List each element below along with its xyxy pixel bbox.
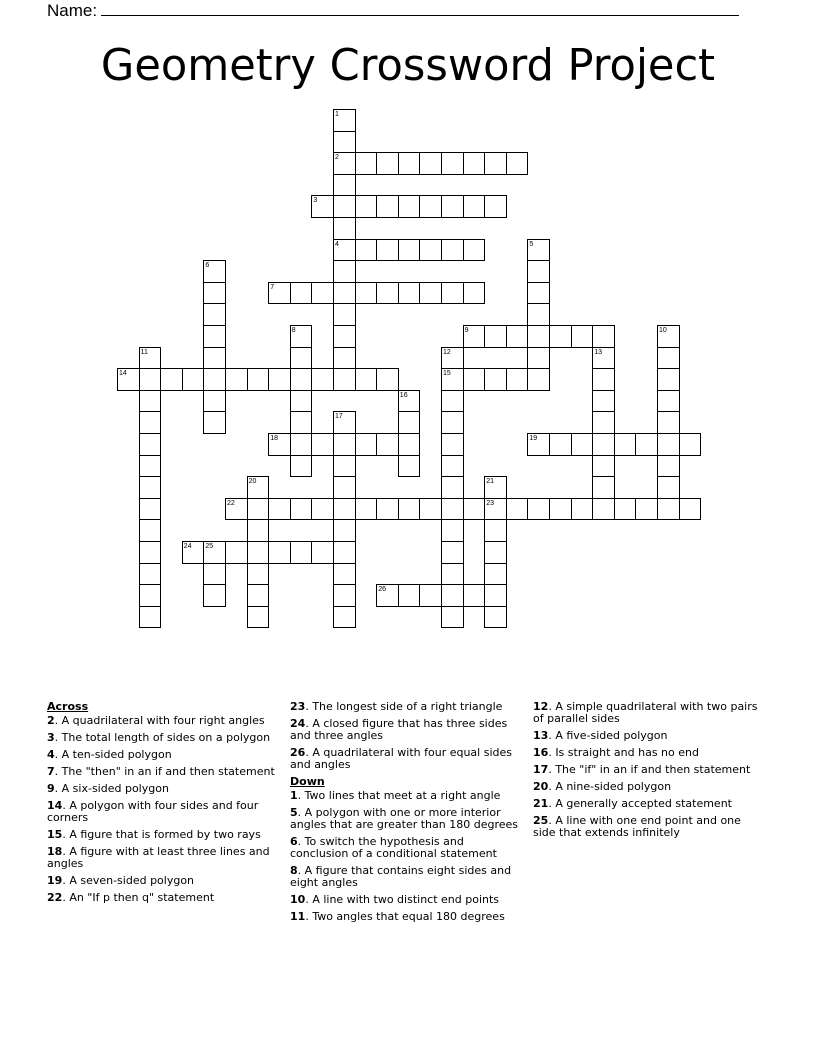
clue-item: 5. A polygon with one or more interior angles that are greater than 180 degrees	[290, 806, 519, 831]
clue-item-text: A seven-sided polygon	[69, 874, 195, 887]
grid-cell[interactable]	[290, 541, 313, 564]
grid-cell[interactable]	[463, 282, 486, 305]
clue-item: 3. The total length of sides on a polygon	[47, 731, 271, 744]
clue-number: 6	[205, 262, 210, 270]
grid-cell[interactable]	[679, 498, 702, 521]
clue-item: 6. To switch the hypothesis and conclusion of a conditional statement	[290, 835, 497, 860]
grid-cell[interactable]	[549, 433, 572, 456]
clue-item-number: 16	[533, 746, 549, 759]
grid-cell[interactable]	[311, 433, 334, 456]
grid-cell[interactable]	[527, 498, 550, 521]
grid-cell[interactable]	[592, 390, 615, 413]
grid-cell[interactable]	[657, 390, 680, 413]
clue-item-text: Two angles that equal 180 degrees	[312, 910, 505, 923]
clue-item-text: A six-sided polygon	[61, 782, 169, 795]
clue-item-number: 12	[533, 700, 549, 713]
clue-item: 22. An "If p then q" statement	[47, 891, 215, 904]
clue-item-text: A line with two distinct end points	[312, 893, 500, 906]
grid-cell[interactable]	[139, 563, 162, 586]
grid-cell[interactable]	[333, 303, 356, 326]
clue-number: 1	[335, 111, 339, 118]
clue-item: 25. A line with one end point and one side that extends infinitely	[533, 814, 741, 839]
clue-number: 10	[659, 327, 667, 334]
grid-cell[interactable]	[527, 325, 550, 348]
grid-cell[interactable]	[139, 411, 162, 434]
grid-cell[interactable]	[484, 195, 507, 218]
clue-item-text: A ten-sided polygon	[61, 748, 172, 761]
grid-cell[interactable]	[463, 584, 486, 607]
grid-cell[interactable]	[441, 498, 464, 521]
grid-cell[interactable]	[657, 476, 680, 499]
grid-cell[interactable]	[355, 195, 378, 218]
grid-cell[interactable]	[441, 584, 464, 607]
grid-cell[interactable]	[203, 411, 226, 434]
grid-cell[interactable]	[203, 390, 226, 413]
clue-item: 20. A nine-sided polygon	[533, 780, 672, 793]
grid-cell[interactable]	[484, 563, 507, 586]
grid-cell[interactable]	[355, 239, 378, 262]
clue-item-text: A quadrilateral with four equal sides and angles	[290, 746, 512, 771]
clue-item: 2. A quadrilateral with four right angles	[47, 714, 265, 727]
grid-cell[interactable]	[333, 519, 356, 542]
grid-cell[interactable]	[571, 325, 594, 348]
grid-cell[interactable]	[398, 498, 421, 521]
grid-cell[interactable]	[311, 282, 334, 305]
clue-item: 15. A figure that is formed by two rays	[47, 828, 261, 841]
clue-item-text: The longest side of a right triangle	[312, 700, 503, 713]
grid-cell[interactable]	[506, 368, 529, 391]
grid-cell[interactable]	[527, 282, 550, 305]
grid-cell[interactable]	[592, 498, 615, 521]
grid-cell[interactable]	[203, 563, 226, 586]
grid-cell[interactable]	[614, 433, 637, 456]
grid-cell[interactable]	[635, 433, 658, 456]
clue-number: 25	[205, 543, 214, 550]
grid-cell[interactable]	[139, 541, 162, 564]
grid-cell[interactable]	[614, 498, 637, 521]
clue-item: 12. A simple quadrilateral with two pairs of parallel sides	[533, 700, 758, 725]
clue-number: 19	[529, 435, 538, 442]
grid-cell[interactable]	[311, 541, 334, 564]
grid-cell[interactable]	[290, 411, 313, 434]
grid-cell[interactable]	[247, 584, 270, 607]
grid-cell[interactable]	[441, 282, 464, 305]
clue-item: 16. Is straight and has no end	[533, 746, 699, 759]
grid-cell[interactable]	[484, 584, 507, 607]
grid-cell[interactable]	[333, 260, 356, 283]
clue-item-text: A polygon with one or more interior angles that are greater than 180 degrees	[290, 806, 519, 831]
grid-cell[interactable]	[268, 498, 291, 521]
grid-cell[interactable]	[333, 368, 356, 391]
grid-cell[interactable]	[333, 195, 356, 218]
grid-cell[interactable]	[333, 476, 356, 499]
clue-item-number: 2	[47, 714, 55, 727]
clue-item: 4. A ten-sided polygon	[47, 748, 172, 761]
grid-cell[interactable]	[139, 368, 162, 391]
grid-cell[interactable]	[333, 174, 356, 197]
grid-cell[interactable]	[441, 541, 464, 564]
clue-item-number: 15	[47, 828, 63, 841]
grid-cell[interactable]	[225, 541, 248, 564]
grid-cell[interactable]	[311, 498, 334, 521]
grid-cell[interactable]	[247, 563, 270, 586]
grid-cell[interactable]	[506, 325, 529, 348]
grid-cell[interactable]	[506, 498, 529, 521]
grid-cell[interactable]	[333, 606, 356, 629]
grid-cell[interactable]	[376, 498, 399, 521]
clue-item-number: 7	[47, 765, 55, 778]
grid-cell[interactable]	[311, 368, 334, 391]
grid-cell[interactable]	[355, 282, 378, 305]
grid-cell[interactable]	[203, 368, 226, 391]
grid-cell[interactable]	[333, 498, 356, 521]
grid-cell[interactable]	[592, 476, 615, 499]
grid-cell[interactable]	[139, 390, 162, 413]
grid-cell[interactable]	[290, 455, 313, 478]
clue-item-text: A figure that contains eight sides and eight angles	[290, 864, 512, 889]
clue-item-number: 8	[290, 864, 298, 877]
grid-cell[interactable]	[484, 519, 507, 542]
grid-cell[interactable]	[441, 411, 464, 434]
clue-item-text: The "if" in an if and then statement	[555, 763, 751, 776]
grid-cell[interactable]	[376, 152, 399, 175]
clue-item: 11. Two angles that equal 180 degrees	[290, 910, 505, 923]
grid-cell[interactable]	[484, 152, 507, 175]
grid-cell[interactable]	[139, 498, 162, 521]
grid-cell[interactable]	[139, 433, 162, 456]
clue-number: 7	[270, 283, 275, 291]
grid-cell[interactable]	[290, 368, 313, 391]
clue-item-number: 5	[290, 806, 298, 819]
grid-cell[interactable]	[463, 368, 486, 391]
grid-cell[interactable]	[398, 411, 421, 434]
clue-item-number: 20	[533, 780, 549, 793]
grid-cell[interactable]	[549, 498, 572, 521]
grid-cell[interactable]	[225, 368, 248, 391]
down-heading: Down	[290, 775, 325, 788]
clue-item-text: A closed figure that has three sides and three angles	[290, 717, 508, 742]
clue-item: 9. A six-sided polygon	[47, 782, 169, 795]
clue-item: 23. The longest side of a right triangle	[290, 700, 503, 713]
grid-cell[interactable]	[506, 152, 529, 175]
grid-cell[interactable]	[333, 563, 356, 586]
clue-item-number: 10	[290, 893, 306, 906]
grid-cell[interactable]	[419, 152, 442, 175]
grid-cell[interactable]	[290, 433, 313, 456]
grid-cell[interactable]	[484, 325, 507, 348]
clue-item-number: 6	[290, 835, 298, 848]
clue-number: 3	[313, 197, 318, 205]
clue-item: 10. A line with two distinct end points	[290, 893, 500, 906]
grid-cell[interactable]	[657, 368, 680, 391]
clue-number: 9	[464, 327, 469, 334]
grid-cell[interactable]	[592, 455, 615, 478]
grid-cell[interactable]	[571, 498, 594, 521]
grid-cell[interactable]	[139, 455, 162, 478]
grid-cell[interactable]	[247, 541, 270, 564]
grid-cell[interactable]	[592, 368, 615, 391]
clue-number: 23	[486, 499, 494, 507]
grid-cell[interactable]	[398, 152, 421, 175]
grid-cell[interactable]	[203, 282, 226, 305]
grid-cell[interactable]	[419, 584, 442, 607]
grid-cell[interactable]	[333, 541, 356, 564]
grid-cell[interactable]	[398, 433, 421, 456]
grid-cell[interactable]	[441, 476, 464, 499]
clue-item-text: Two lines that meet at a right angle	[304, 789, 501, 802]
grid-cell[interactable]	[571, 433, 594, 456]
clue-number: 21	[486, 478, 494, 486]
clue-number: 26	[378, 586, 386, 594]
grid-cell[interactable]	[355, 152, 378, 175]
grid-cell[interactable]	[333, 325, 356, 348]
clue-item-number: 14	[47, 799, 63, 812]
clue-item: 14. A polygon with four sides and four corners	[47, 799, 259, 824]
grid-cell[interactable]	[203, 303, 226, 326]
grid-cell[interactable]	[333, 584, 356, 607]
clue-number: 22	[227, 499, 235, 507]
grid-cell[interactable]	[290, 282, 313, 305]
clue-item-text: A simple quadrilateral with two pairs of parallel sides	[533, 700, 758, 725]
clue-number: 11	[140, 348, 148, 356]
clue-item-number: 9	[47, 782, 55, 795]
grid-cell[interactable]	[182, 368, 205, 391]
grid-cell[interactable]	[139, 606, 162, 629]
clue-item-number: 18	[47, 845, 63, 858]
grid-cell[interactable]	[441, 239, 464, 262]
grid-cell[interactable]	[290, 390, 313, 413]
clue-item-number: 17	[533, 763, 549, 776]
grid-cell[interactable]	[139, 476, 162, 499]
grid-cell[interactable]	[247, 498, 270, 521]
grid-cell[interactable]	[333, 131, 356, 154]
grid-cell[interactable]	[376, 195, 399, 218]
grid-cell[interactable]	[441, 563, 464, 586]
grid-cell[interactable]	[203, 584, 226, 607]
grid-cell[interactable]	[398, 282, 421, 305]
grid-cell[interactable]	[203, 325, 226, 348]
grid-cell[interactable]	[463, 152, 486, 175]
grid-cell[interactable]	[398, 239, 421, 262]
clue-column-2	[290, 701, 522, 928]
grid-cell[interactable]	[290, 347, 313, 370]
clue-item-text: A figure that is formed by two rays	[69, 828, 261, 841]
grid-cell[interactable]	[635, 498, 658, 521]
clue-item: 24. A closed figure that has three sides and three angles	[290, 717, 508, 742]
grid-cell[interactable]	[527, 260, 550, 283]
grid-cell[interactable]	[268, 368, 291, 391]
grid-cell[interactable]	[376, 282, 399, 305]
grid-cell[interactable]	[398, 455, 421, 478]
grid-cell[interactable]	[657, 347, 680, 370]
clue-number: 5	[529, 240, 534, 248]
clue-column-1	[47, 701, 275, 909]
clue-item-text: A line with one end point and one side that extends infinitely	[533, 814, 741, 839]
clue-number: 2	[335, 154, 339, 162]
grid-cell[interactable]	[657, 455, 680, 478]
name-label: Name:	[47, 1, 98, 20]
grid-cell[interactable]	[484, 606, 507, 629]
clue-item-number: 24	[290, 717, 306, 730]
clue-item-number: 26	[290, 746, 306, 759]
grid-cell[interactable]	[484, 368, 507, 391]
grid-cell[interactable]	[657, 411, 680, 434]
grid-cell[interactable]	[592, 411, 615, 434]
grid-cell[interactable]	[419, 282, 442, 305]
clue-item: 26. A quadrilateral with four equal sides and angles	[290, 746, 512, 771]
clue-item-number: 4	[47, 748, 55, 761]
grid-cell[interactable]	[290, 498, 313, 521]
clue-item: 21. A generally accepted statement	[533, 797, 732, 810]
grid-cell[interactable]	[268, 541, 291, 564]
grid-cell[interactable]	[160, 368, 183, 391]
clue-item-number: 11	[290, 910, 306, 923]
grid-cell[interactable]	[203, 347, 226, 370]
clue-item: 17. The "if" in an if and then statement	[533, 763, 751, 776]
grid-cell[interactable]	[247, 606, 270, 629]
clue-item: 1. Two lines that meet at a right angle	[290, 789, 501, 802]
grid-cell[interactable]	[463, 195, 486, 218]
clue-number: 12	[443, 348, 451, 356]
clue-item-text: Is straight and has no end	[555, 746, 699, 759]
grid-cell[interactable]	[592, 433, 615, 456]
across-heading: Across	[47, 700, 89, 713]
clue-item-text: A nine-sided polygon	[555, 780, 672, 793]
clue-number: 13	[594, 348, 602, 356]
grid-cell[interactable]	[376, 239, 399, 262]
clue-number: 15	[443, 370, 451, 378]
grid-cell[interactable]	[463, 239, 486, 262]
clue-item-number: 22	[47, 891, 63, 904]
grid-cell[interactable]	[441, 606, 464, 629]
grid-cell[interactable]	[441, 455, 464, 478]
grid-cell[interactable]	[333, 347, 356, 370]
grid-cell[interactable]	[419, 195, 442, 218]
clue-number: 20	[248, 478, 257, 486]
grid-cell[interactable]	[463, 498, 486, 521]
clue-item-number: 21	[533, 797, 549, 810]
clue-item: 19. A seven-sided polygon	[47, 874, 195, 887]
clue-item: 18. A figure with at least three lines and angles	[47, 845, 270, 870]
clue-item-text: A quadrilateral with four right angles	[61, 714, 265, 727]
clue-number: 8	[291, 327, 296, 334]
grid-cell[interactable]	[527, 347, 550, 370]
clue-item-number: 3	[47, 731, 55, 744]
grid-cell[interactable]	[419, 239, 442, 262]
grid-cell[interactable]	[398, 584, 421, 607]
grid-cell[interactable]	[333, 282, 356, 305]
clue-item-text: A figure with at least three lines and angles	[47, 845, 270, 870]
clue-item-text: A five-sided polygon	[555, 729, 668, 742]
grid-cell[interactable]	[333, 455, 356, 478]
grid-cell[interactable]	[657, 433, 680, 456]
grid-cell[interactable]	[527, 303, 550, 326]
clue-number: 16	[399, 391, 408, 399]
clue-item: 8. A figure that contains eight sides and eight angles	[290, 864, 512, 889]
grid-cell[interactable]	[247, 519, 270, 542]
clue-item-text: A polygon with four sides and four corners	[47, 799, 259, 824]
grid-cell[interactable]	[139, 519, 162, 542]
grid-cell[interactable]	[419, 498, 442, 521]
grid-cell[interactable]	[376, 433, 399, 456]
clue-item-number: 23	[290, 700, 306, 713]
grid-cell[interactable]	[484, 541, 507, 564]
grid-cell[interactable]	[441, 195, 464, 218]
grid-cell[interactable]	[376, 368, 399, 391]
grid-cell[interactable]	[247, 368, 270, 391]
grid-cell[interactable]	[333, 217, 356, 240]
clue-item-number: 1	[290, 789, 298, 802]
grid-cell[interactable]	[441, 152, 464, 175]
clue-column-3	[533, 701, 761, 844]
clue-item: 13. A five-sided polygon	[533, 729, 668, 742]
grid-cell[interactable]	[441, 433, 464, 456]
grid-cell[interactable]	[527, 368, 550, 391]
clue-number: 14	[119, 370, 127, 378]
grid-cell[interactable]	[657, 498, 680, 521]
clue-number: 18	[270, 435, 278, 442]
clue-item-text: The total length of sides on a polygon	[61, 731, 271, 744]
clue-item-text: To switch the hypothesis and conclusion of a conditional statement	[290, 835, 497, 860]
grid-cell[interactable]	[592, 325, 615, 348]
grid-cell[interactable]	[441, 519, 464, 542]
clue-item-number: 19	[47, 874, 63, 887]
grid-cell[interactable]	[441, 390, 464, 413]
grid-cell[interactable]	[139, 584, 162, 607]
clue-item-number: 25	[533, 814, 549, 827]
clue-item-text: An "If p then q" statement	[69, 891, 215, 904]
grid-cell[interactable]	[355, 433, 378, 456]
grid-cell[interactable]	[679, 433, 702, 456]
grid-cell[interactable]	[355, 368, 378, 391]
clue-number: 24	[183, 543, 192, 550]
clue-item: 7. The "then" in an if and then statement	[47, 765, 275, 778]
grid-cell[interactable]	[549, 325, 572, 348]
clue-item-number: 13	[533, 729, 549, 742]
page-title: Geometry Crossword Project	[100, 40, 716, 91]
grid-cell[interactable]	[355, 498, 378, 521]
clue-number: 4	[335, 240, 339, 248]
clue-item-text: The "then" in an if and then statement	[61, 765, 275, 778]
clue-number: 17	[335, 413, 343, 421]
clue-item-text: A generally accepted statement	[555, 797, 732, 810]
grid-cell[interactable]	[333, 433, 356, 456]
grid-cell[interactable]	[398, 195, 421, 218]
